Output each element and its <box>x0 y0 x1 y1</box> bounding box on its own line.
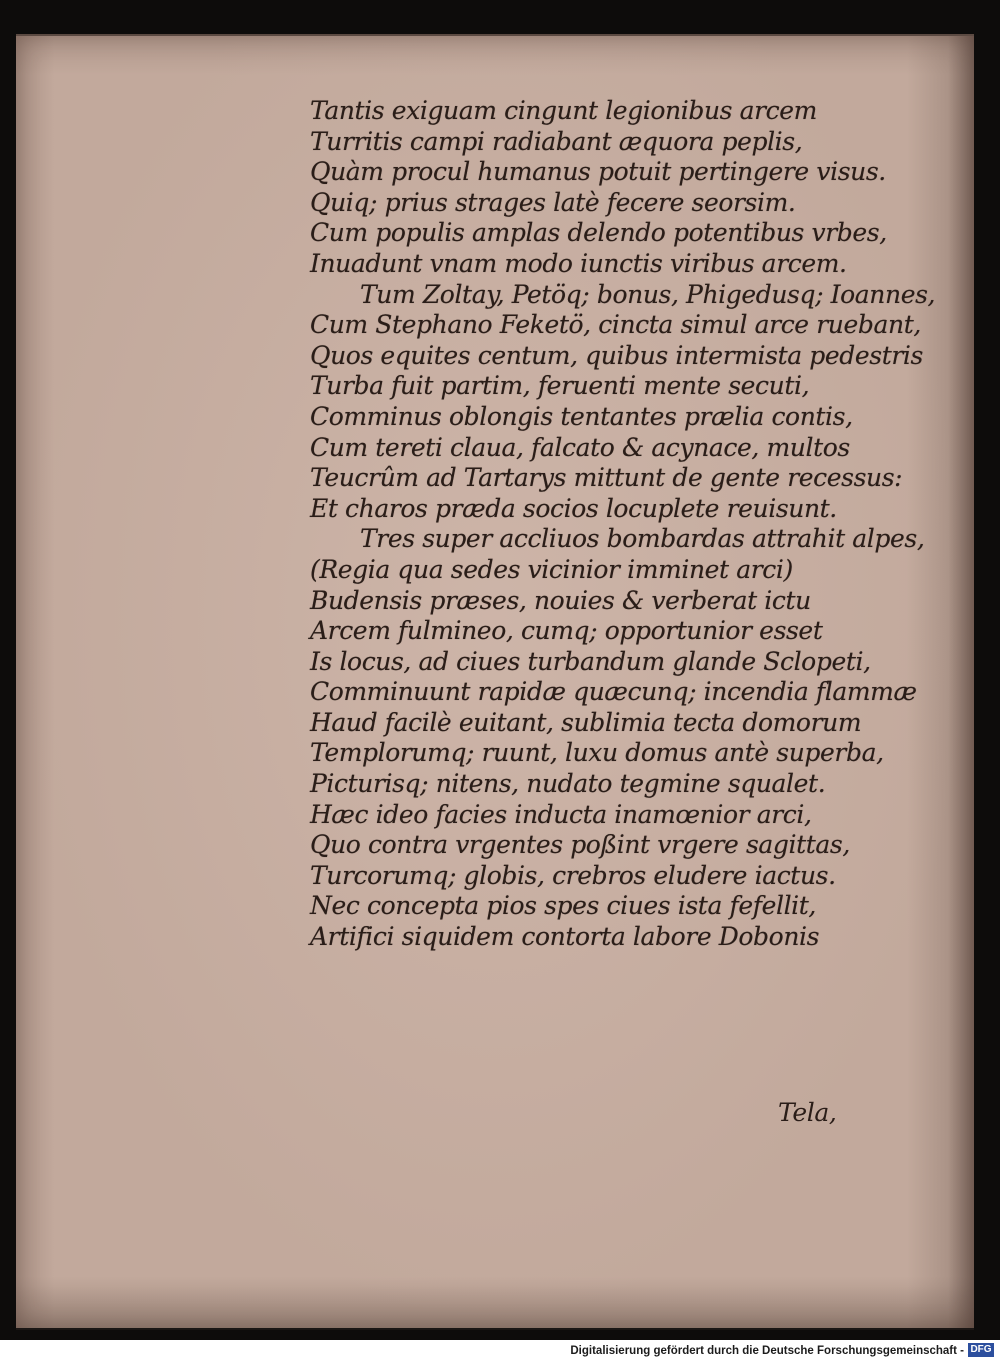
verse-line-25: Quo contra vrgentes poßint vrgere sagittas, <box>310 830 850 860</box>
verse-line-13: Teucrûm ad Tartarys mittunt de gente recessus: <box>310 463 903 493</box>
verse-line-28: Artifici siquidem contorta labore Dobonis <box>310 922 820 952</box>
verse-line-27: Nec concepta pios spes ciues ista fefellit, <box>310 891 816 921</box>
verse-line-2: Turritis campi radiabant æquora peplis, <box>310 126 803 156</box>
verse-line-7: Tum Zoltay, Petöq; bonus, Phigedusq; Ioannes, <box>360 279 936 309</box>
verse-line-4: Quiq; prius strages latè fecere seorsim. <box>310 187 796 217</box>
digitization-footer <box>0 1340 1000 1360</box>
verse-line-17: Budensis præses, nouies & verberat ictu <box>310 585 811 615</box>
verse-line-23: Picturisq; nitens, nudato tegmine squalet. <box>310 769 826 799</box>
verse-line-10: Turba fuit partim, feruenti mente secuti, <box>310 371 810 401</box>
verse-line-19: Is locus, ad ciues turbandum glande Sclopeti, <box>310 646 871 676</box>
verse-line-8: Cum Stephano Feketö, cincta simul arce ruebant, <box>310 310 921 340</box>
verse-line-15: Tres super accliuos bombardas attrahit alpes, <box>360 524 925 554</box>
verse-line-26: Turcorumq; globis, crebros eludere iactus. <box>310 860 836 890</box>
verse-line-16: (Regia qua sedes vicinior imminet arci) <box>310 554 793 584</box>
verse-line-18: Arcem fulmineo, cumq; opportunior esset <box>310 616 823 646</box>
verse-line-9: Quos equites centum, quibus intermista pedestris <box>310 340 923 370</box>
verse-line-22: Templorumq; ruunt, luxu domus antè superba, <box>310 738 884 768</box>
verse-line-11: Comminus oblongis tentantes prælia contis, <box>310 401 853 431</box>
verse-line-20: Comminuunt rapidæ quæcunq; incendia flammæ <box>310 677 917 707</box>
verse-line-24: Hæc ideo facies inducta inamœnior arci, <box>310 799 812 829</box>
worn-bottom-edge <box>16 1286 974 1330</box>
verse-line-5: Cum populis amplas delendo potentibus vrbes, <box>310 218 887 248</box>
latin-verse-block <box>310 96 936 953</box>
verse-line-1: Tantis exiguam cingunt legionibus arcem <box>310 96 817 125</box>
verse-line-6: Inuadunt vnam modo iunctis viribus arcem. <box>310 248 847 278</box>
catchword: Tela, <box>778 1098 837 1127</box>
verse-line-14: Et charos præda socios locuplete reuisunt. <box>310 493 837 523</box>
dfg-logo-icon[interactable]: DFG <box>968 1343 994 1357</box>
verse-line-21: Haud facilè euitant, sublimia tecta domorum <box>310 707 862 737</box>
verse-line-12: Cum tereti claua, falcato & acynace, multos <box>310 432 850 462</box>
verse-line-3: Quàm procul humanus potuit pertingere visus. <box>310 157 886 187</box>
footer-credit-text: Digitalisierung gefördert durch die Deutsche Forschungsgemeinschaft - <box>570 1345 964 1357</box>
page-edge-shadow <box>948 36 974 1328</box>
